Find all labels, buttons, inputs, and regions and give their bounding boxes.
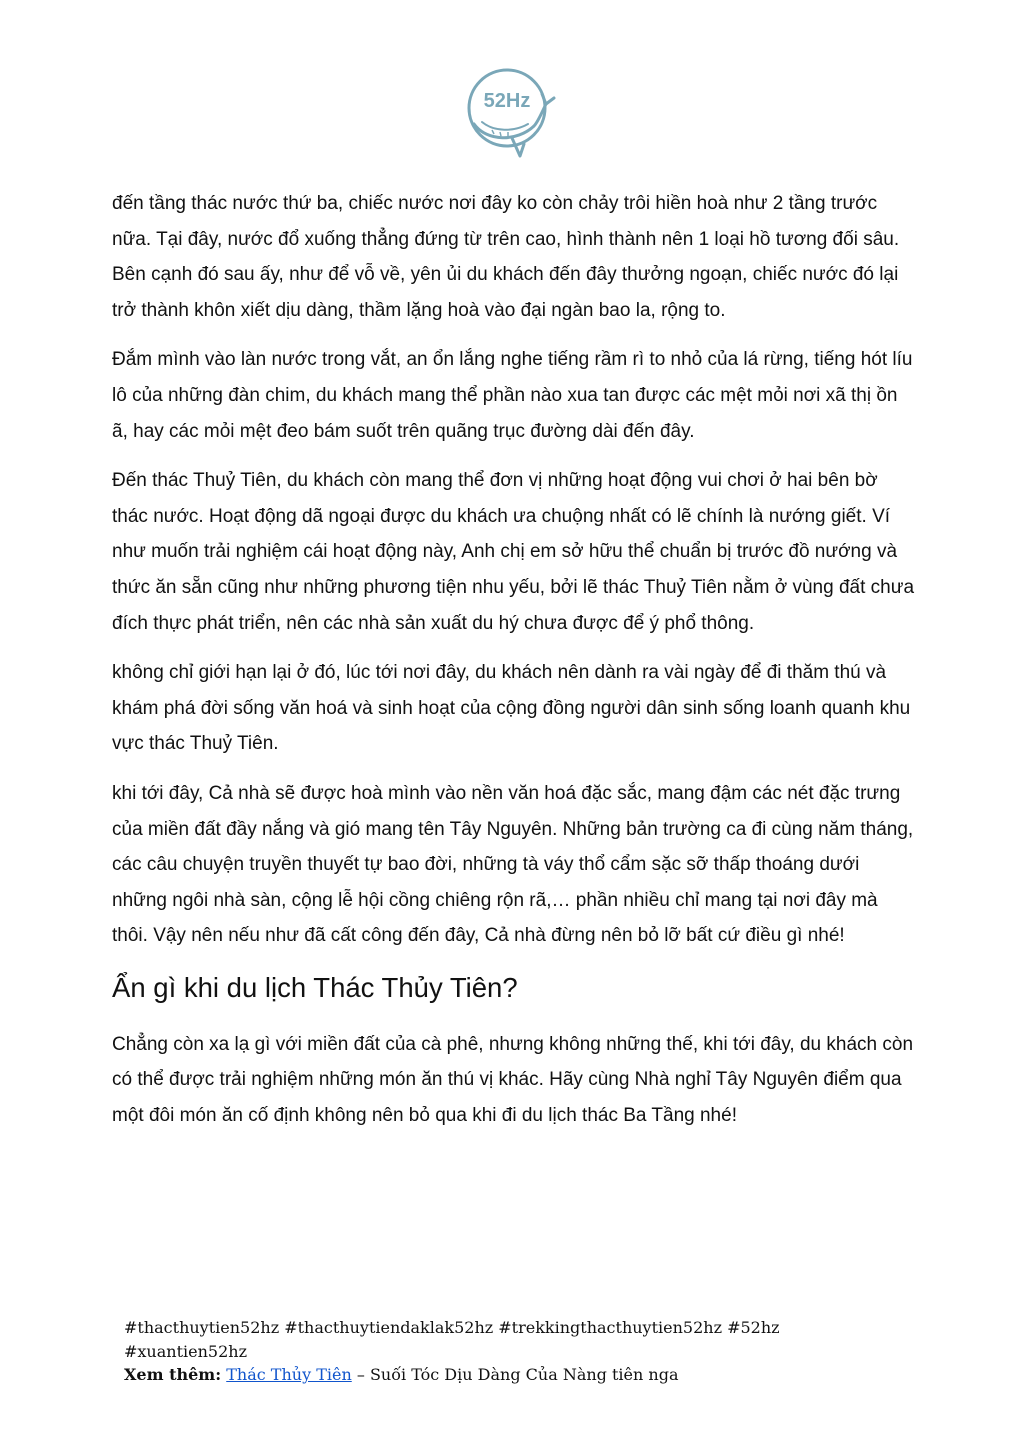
hashtags: #thacthuytien52hz #thacthuytiendaklak52hz #trekkingthacthuytien52hz #52hz #xuantien52hz [124, 1318, 780, 1361]
paragraph: Đắm mình vào làn nước trong vắt, an ổn lắng nghe tiếng rầm rì to nhỏ của lá rừng, tiếng hót líu lô của những đàn chim, du khách mang thể phần nào xua tan được các mệt mỏi nơi xã thị ồn ã, hay các mỏi mệt đeo bám suốt trên quãng trục đường dài đến đây. [112, 349, 913, 442]
whale-icon [462, 64, 562, 164]
see-more-suffix: – Suối Tóc Dịu Dàng Của Nàng tiên nga [351, 1365, 679, 1384]
article-body [112, 186, 914, 1148]
paragraph: đến tầng thác nước thứ ba, chiếc nước nơi đây ko còn chảy trôi hiền hoà như 2 tầng trước nữa. Tại đây, nước đổ xuống thẳng đứng từ trên cao, hình thành nên 1 loại hồ tương đối sâu. Bên cạnh đó sau ấy, như để vỗ về, yên ủi du khách đến đây thưởng ngoạn, chiếc nước đó lại trở thành khôn xiết dịu dàng, thầm lặng hoà vào đại ngàn bao la, rộng to. [112, 193, 900, 321]
see-more-label: Xem thêm: [124, 1365, 222, 1384]
see-more-link[interactable]: Thác Thủy Tiên [226, 1365, 352, 1384]
paragraph: khi tới đây, Cả nhà sẽ được hoà mình vào nền văn hoá đặc sắc, mang đậm các nét đặc trưng của miền đất đầy nắng và gió mang tên Tây Nguyên. Những bản trường ca đi cùng năm tháng, các câu chuyện truyền thuyết tự bao đời, những tà váy thổ cẩm sặc sỡ thấp thoáng dưới những ngôi nhà sàn, cộng lễ hội cồng chiêng rộn rã,… phần nhiều chỉ mang tại nơi đây mà thôi. Vậy nên nếu như đã cất công đến đây, Cả nhà đừng nên bỏ lỡ bất cứ điều gì nhé! [112, 782, 914, 947]
paragraph: không chỉ giới hạn lại ở đó, lúc tới nơi đây, du khách nên dành ra vài ngày để đi thăm thú và khám phá đời sống văn hoá và sinh hoạt của cộng đồng người dân sinh sống loanh quanh khu vực thác Thuỷ Tiên. [112, 662, 911, 755]
paragraph: Chẳng còn xa lạ gì với miền đất của cà phê, nhưng không những thế, khi tới đây, du khách còn có thể được trải nghiệm những món ăn thú vị khác. Hãy cùng Nhà nghỉ Tây Nguyên điểm qua một đôi món ăn cố định không nên bỏ qua khi đi du lịch thác Ba Tầng nhé! [112, 1033, 914, 1127]
section-heading: Ẩn gì khi du lịch Thác Thủy Tiên? [112, 971, 518, 1003]
logo-text: 52Hz [483, 90, 531, 112]
footer [124, 1316, 884, 1387]
paragraph: Đến thác Thuỷ Tiên, du khách còn mang thể đơn vị những hoạt động vui chơi ở hai bên bờ thác nước. Hoạt động dã ngoại được du khách ưa chuộng nhất có lẽ chính là nướng giết. Ví như muốn trải nghiệm cái hoạt động này, Anh chị em sở hữu thể chuẩn bị trước đồ nướng và thức ăn sẵn cũng như những phương tiện nhu yếu, bởi lẽ thác Thuỷ Tiên nằm ở vùng đất chưa đích thực phát triển, nên các nhà sản xuất du hý chưa được để ý phổ thông. [112, 470, 915, 634]
see-more-line [124, 1363, 884, 1387]
brand-logo [462, 64, 562, 164]
